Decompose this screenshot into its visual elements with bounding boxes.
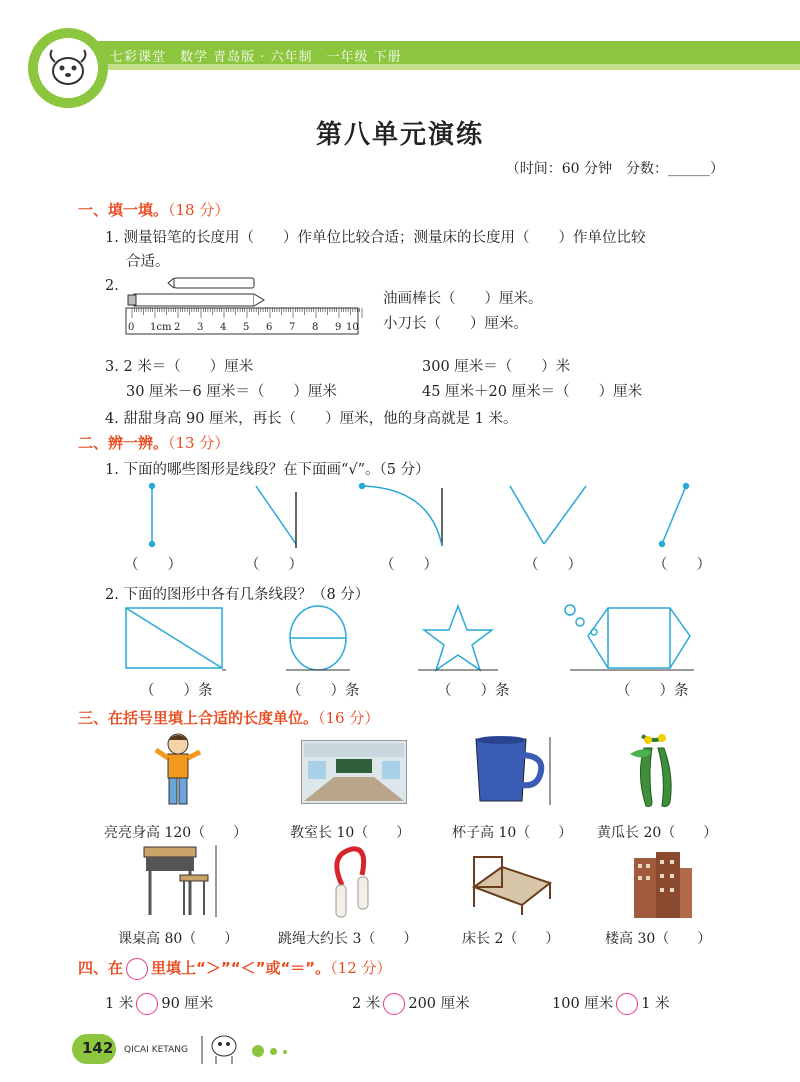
ruler-tick-9: 9 [335, 322, 342, 333]
section-4-points: （12 分） [330, 959, 392, 977]
q2-1-blank-5: （ ） [653, 557, 711, 573]
q2-2-blank-2: （ ）条 [287, 683, 360, 699]
ruler-tick-8: 8 [312, 322, 319, 333]
q1-3-b: 300 厘米＝（ ）米 [422, 359, 571, 375]
desk-image [140, 843, 220, 919]
height-item-3: 杯子高 10（ ） [452, 825, 573, 841]
height-item-4: 黄瓜长 20（ ） [597, 825, 718, 841]
building-image [626, 848, 696, 920]
section-3-title: 三、在括号里填上合适的长度单位。 [78, 709, 319, 727]
compare-3-left: 100 厘米 [552, 996, 614, 1012]
q1-2-knife: 小刀长（ ）厘米。 [383, 316, 528, 332]
q2-1-blank-3: （ ） [380, 557, 438, 573]
jump-rope-image [322, 845, 388, 921]
q1-2-crayon: 油画棒长（ ）厘米。 [383, 291, 543, 307]
section-1-points: （18 分） [168, 201, 230, 219]
compare-1-left: 1 米 [105, 996, 134, 1012]
q1-3-d: 45 厘米＋20 厘米＝（ ）厘米 [422, 384, 643, 400]
footer-dot-small [283, 1050, 287, 1054]
q2-1: 1. 下面的哪些图形是线段？在下面画“√”。（5 分） [105, 462, 430, 478]
ruler-tick-4: 4 [220, 322, 227, 333]
section-4-title-post: 里填上“＞”“＜”或“＝”。 [151, 959, 331, 977]
compare-2-right: 200 厘米 [408, 996, 470, 1012]
section-3-points: （16 分） [318, 709, 380, 727]
q2-2: 2. 下面的图形中各有几条线段？（8 分） [105, 587, 370, 603]
cup-image [470, 735, 554, 807]
q2-1-blank-1: （ ） [124, 557, 182, 573]
section-1-title: 一、填一填。 [78, 201, 169, 219]
section-1-heading [78, 199, 229, 220]
height-item-2: 教室长 10（ ） [290, 825, 411, 841]
section-2-points: （13 分） [168, 434, 230, 452]
ruler-tick-6: 6 [266, 322, 273, 333]
cucumber-image [622, 732, 692, 810]
section-2-title: 二、辨一辨。 [78, 434, 169, 452]
compare-2-circle[interactable] [383, 993, 405, 1015]
ruler-tick-5: 5 [243, 322, 250, 333]
q2-2-blank-4: （ ）条 [616, 683, 689, 699]
section-4-title-pre: 四、在 [78, 959, 124, 977]
ruler-unit-label: 1cm [150, 322, 172, 333]
q1-2-number: 2. [105, 278, 119, 294]
section-3-heading [78, 707, 379, 728]
circle-blank-icon [126, 958, 148, 980]
q2-2-blank-1: （ ）条 [140, 683, 213, 699]
ruler-tick-3: 3 [197, 322, 204, 333]
compare-item-1 [105, 992, 213, 1015]
compare-3-right: 1 米 [641, 996, 670, 1012]
ruler-tick-2: 2 [174, 322, 181, 333]
ruler-tick-0: 0 [128, 322, 135, 333]
q2-2-blank-3: （ ）条 [437, 683, 510, 699]
page-title: 第八单元演练 [315, 120, 484, 150]
series-title: 七彩课堂 数学 青岛版 · 六年制 一年级 下册 [110, 50, 402, 65]
q1-3-a: 3. 2 米＝（ ）厘米 [105, 359, 254, 375]
compare-1-right: 90 厘米 [161, 996, 214, 1012]
compare-item-3 [552, 992, 670, 1015]
bed-image [468, 847, 556, 917]
time-score-line: （时间：60 分钟 分数：______） [505, 161, 724, 177]
q1-1-line1: 1. 测量铅笔的长度用（ ）作单位比较合适；测量床的长度用（ ）作单位比较 [105, 230, 646, 246]
height-item-8: 楼高 30（ ） [605, 931, 712, 947]
section-2-heading [78, 432, 229, 453]
compare-1-circle[interactable] [136, 993, 158, 1015]
ruler-tick-7: 7 [289, 322, 296, 333]
compare-item-2 [352, 992, 470, 1015]
classroom-image [301, 740, 407, 804]
height-item-1: 亮亮身高 120（ ） [104, 825, 248, 841]
q2-1-blank-4: （ ） [524, 557, 582, 573]
q2-1-blank-2: （ ） [245, 557, 303, 573]
compare-2-left: 2 米 [352, 996, 381, 1012]
footer-brand: QICAI KETANG [124, 1045, 188, 1055]
ruler-figure [124, 272, 364, 336]
boy-image [148, 730, 208, 810]
footer-dot-medium [270, 1048, 277, 1055]
height-item-7: 床长 2（ ） [462, 931, 560, 947]
compare-3-circle[interactable] [616, 993, 638, 1015]
segment-count-figures [118, 600, 718, 674]
height-item-5: 课桌高 80（ ） [118, 931, 239, 947]
page-number: 142 [82, 1039, 114, 1057]
ruler-tick-10: 10 [346, 322, 359, 333]
q1-4: 4. 甜甜身高 90 厘米，再长（ ）厘米，他的身高就是 1 米。 [105, 411, 518, 427]
mascot-icon [38, 38, 98, 98]
page-number-badge [72, 1034, 116, 1064]
section-4-heading [78, 957, 392, 980]
q1-1-line2: 合适。 [126, 254, 170, 270]
q1-3-c: 30 厘米－6 厘米＝（ ）厘米 [126, 384, 337, 400]
footer-dot-large [252, 1045, 264, 1057]
line-segment-figures [120, 478, 720, 550]
height-item-6: 跳绳大约长 3（ ） [278, 931, 418, 947]
footer-mascot-icon [196, 1030, 242, 1066]
